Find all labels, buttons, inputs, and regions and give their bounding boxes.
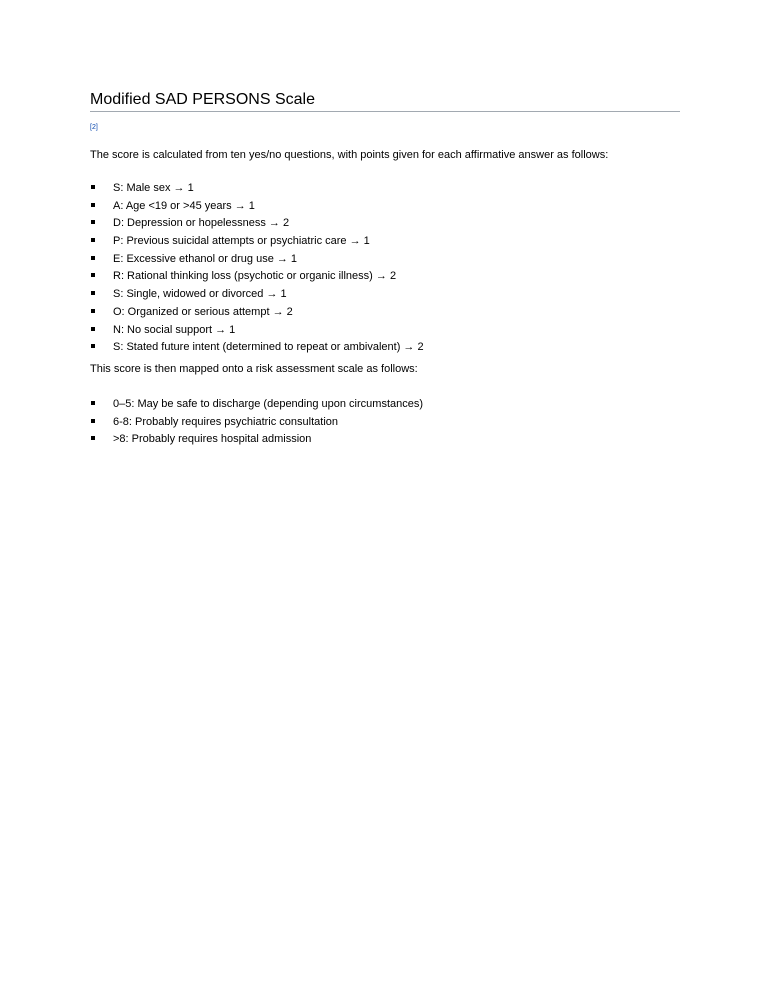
bullet-icon — [91, 309, 95, 313]
list-item — [90, 340, 424, 358]
risk-scale-list — [90, 397, 423, 450]
list-item — [90, 252, 424, 270]
list-item — [90, 287, 424, 305]
list-item-text: D: Depression or hopelessness → 2 — [113, 217, 290, 230]
list-item — [90, 216, 424, 234]
intro-paragraph: The score is calculated from ten yes/no questions, with points given for each affirmative answer as follows: — [90, 149, 609, 161]
list-item-text: 6-8: Probably requires psychiatric consultation — [113, 415, 339, 428]
bullet-icon — [91, 238, 95, 242]
list-item — [90, 199, 424, 217]
list-item-text: E: Excessive ethanol or drug use → 1 — [113, 252, 298, 265]
bullet-icon — [91, 327, 95, 331]
list-item — [90, 181, 424, 199]
bullet-icon — [91, 419, 95, 423]
mapping-paragraph: This score is then mapped onto a risk assessment scale as follows: — [90, 363, 418, 375]
list-item-text: A: Age <19 or >45 years → 1 — [113, 199, 255, 212]
list-item-text: S: Male sex → 1 — [113, 182, 194, 194]
reference-link[interactable]: [2] — [90, 124, 98, 131]
list-item-text: R: Rational thinking loss (psychotic or organic illness) → 2 — [113, 270, 397, 283]
list-item — [90, 323, 424, 341]
list-item — [90, 305, 424, 323]
list-item-text: 0–5: May be safe to discharge (depending upon circumstances) — [113, 398, 424, 410]
list-item-text: N: No social support → 1 — [113, 323, 236, 336]
list-item — [90, 415, 423, 433]
bullet-icon — [91, 344, 95, 348]
list-item — [90, 269, 424, 287]
bullet-icon — [91, 291, 95, 295]
criteria-list — [90, 181, 424, 358]
list-item-text: S: Stated future intent (determined to repeat or ambivalent) → 2 — [113, 341, 424, 354]
list-item-text: P: Previous suicidal attempts or psychiatric care → 1 — [113, 235, 370, 248]
list-item-text: O: Organized or serious attempt → 2 — [113, 305, 293, 318]
list-item — [90, 234, 424, 252]
list-item — [90, 397, 423, 415]
bullet-icon — [91, 436, 95, 440]
bullet-icon — [91, 273, 95, 277]
section-heading: Modified SAD PERSONS Scale — [90, 90, 680, 112]
bullet-icon — [91, 401, 95, 405]
bullet-icon — [91, 256, 95, 260]
bullet-icon — [91, 203, 95, 207]
bullet-icon — [91, 220, 95, 224]
list-item-text: S: Single, widowed or divorced → 1 — [113, 288, 287, 301]
list-item-text: >8: Probably requires hospital admission — [113, 433, 312, 446]
bullet-icon — [91, 185, 95, 189]
list-item — [90, 432, 423, 450]
